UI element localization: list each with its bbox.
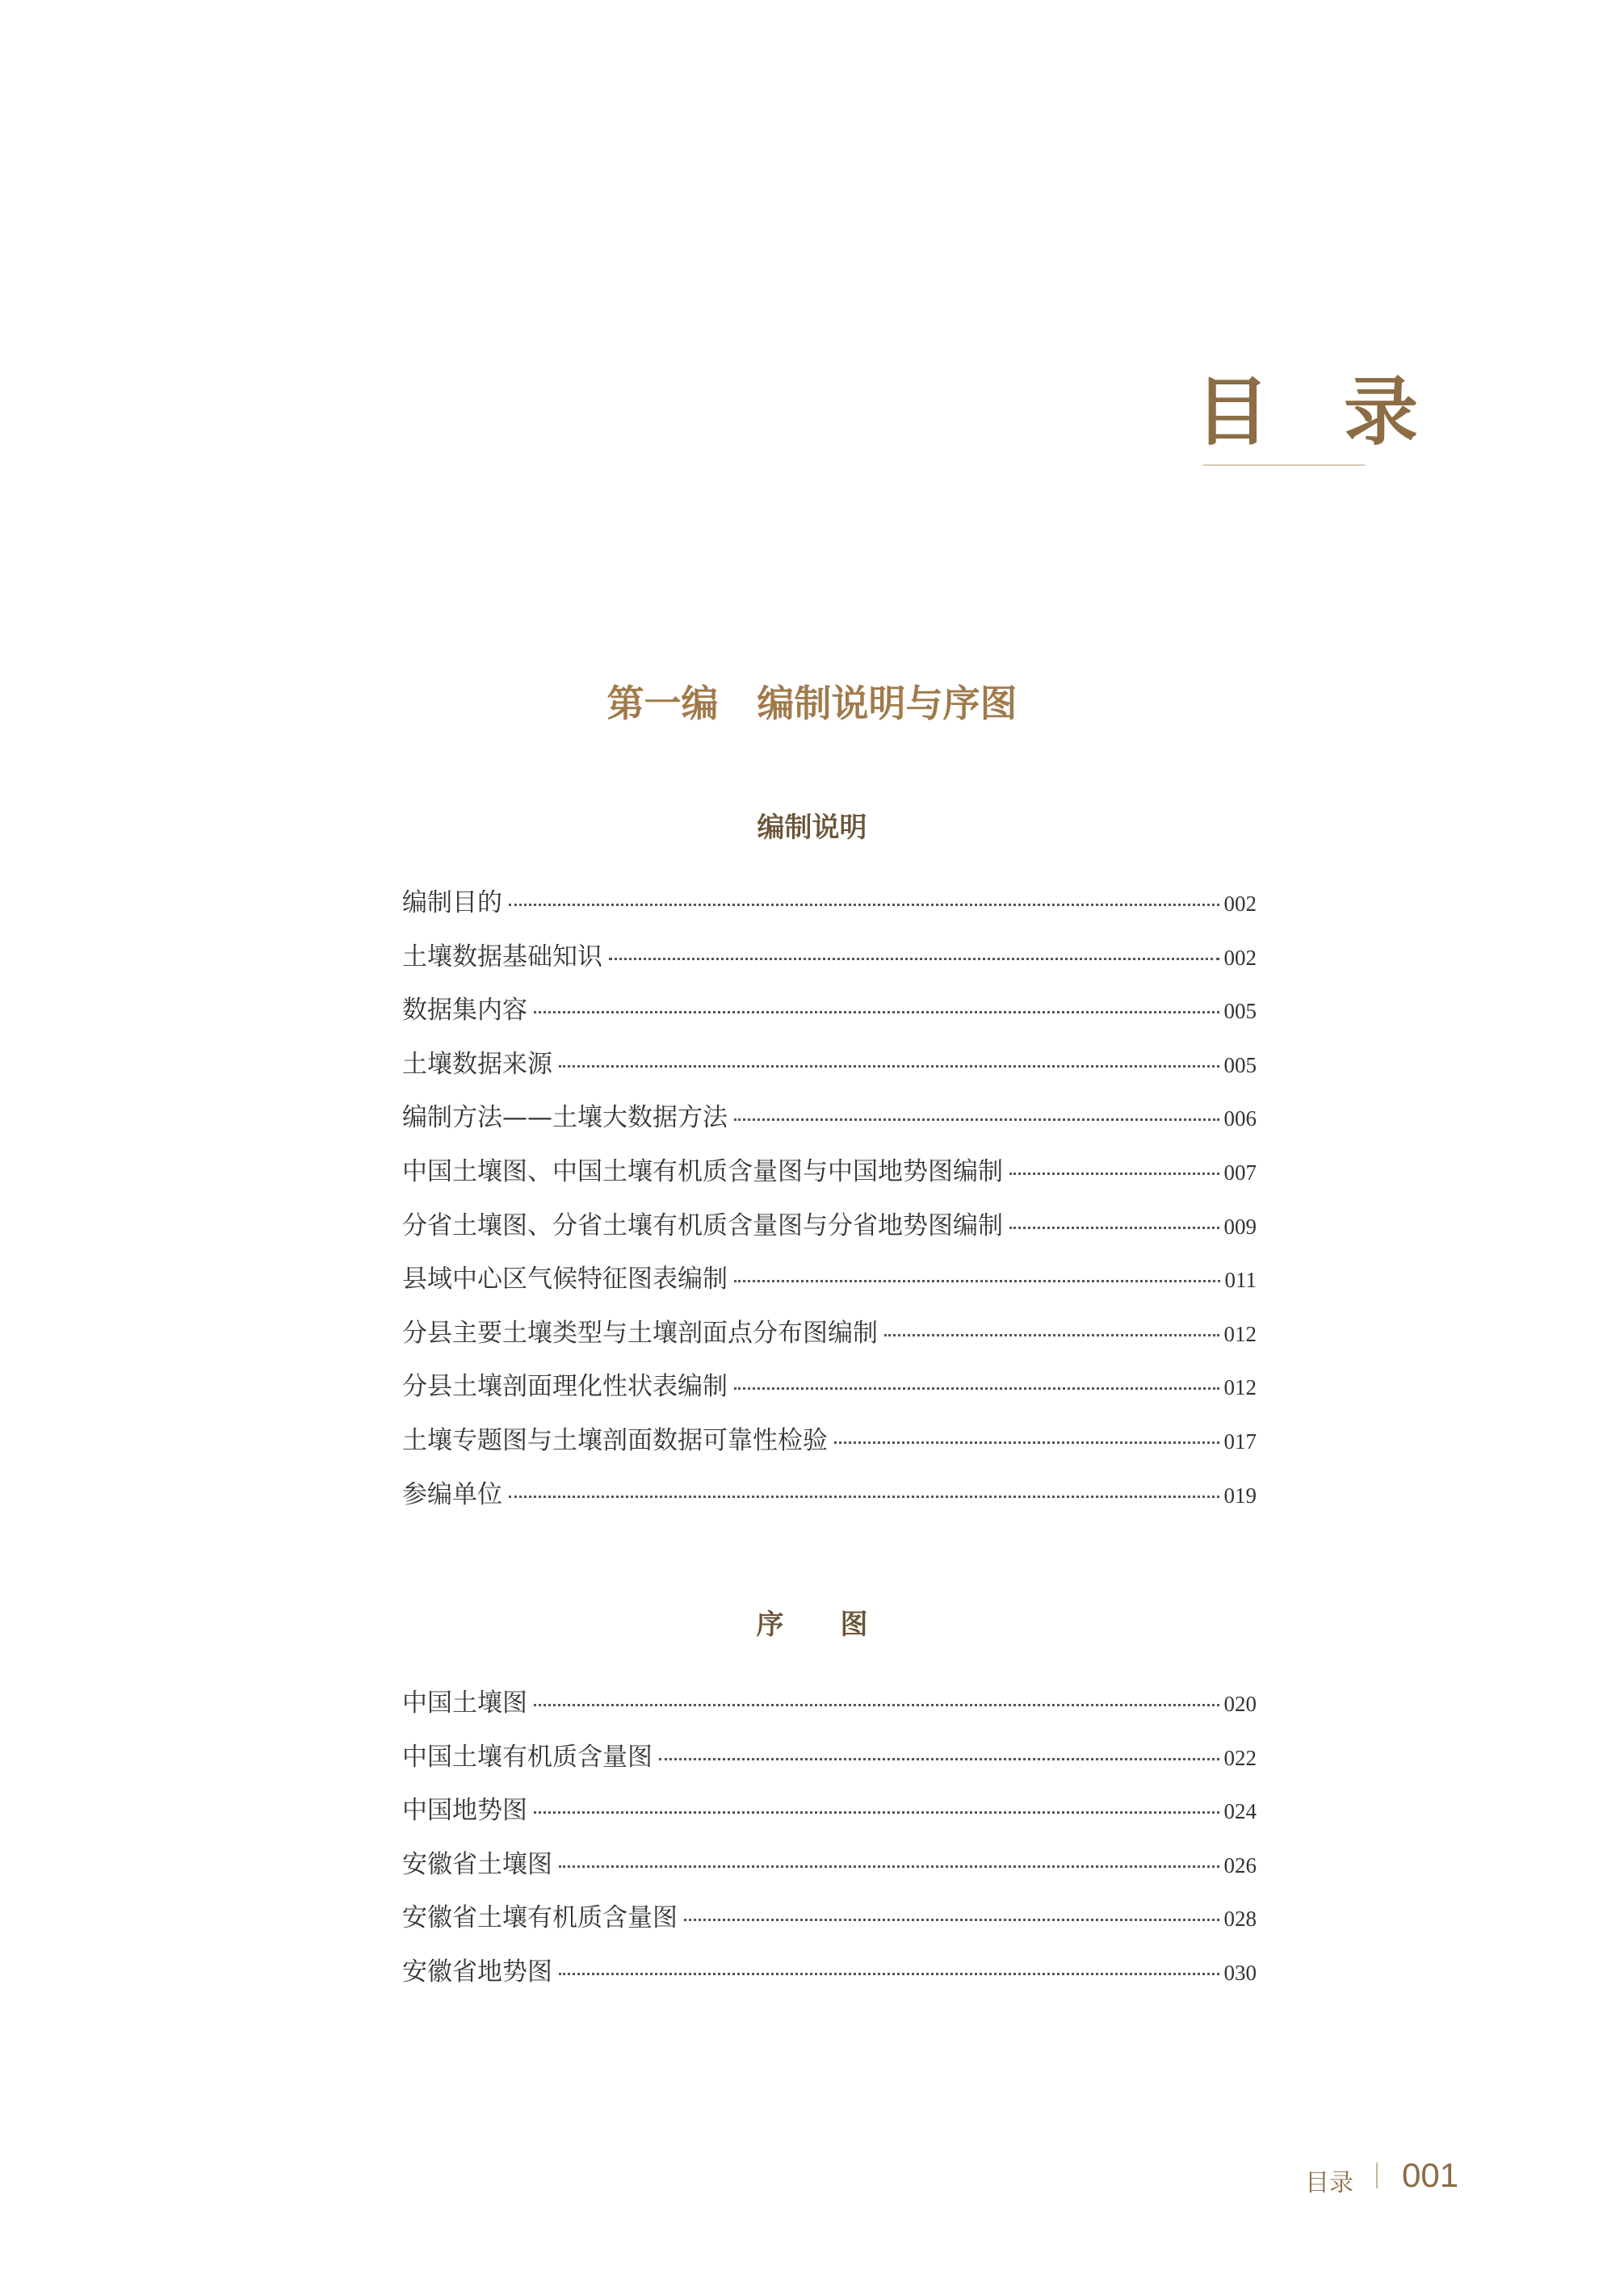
toc-dot-leader — [534, 1811, 1219, 1814]
toc-entry[interactable] — [402, 1789, 1257, 1844]
toc-entry-page-number: 017 — [1223, 1429, 1257, 1454]
toc-dot-leader — [509, 904, 1219, 906]
page-footer — [1292, 2156, 1459, 2197]
toc-entry[interactable] — [402, 1205, 1257, 1259]
toc-entry-title: 分省土壤图、分省土壤有机质含量图与分省地势图编制 — [402, 1210, 1003, 1240]
toc-entry-title: 安徽省土壤图 — [402, 1849, 552, 1879]
toc-entry[interactable] — [402, 936, 1257, 990]
toc-entry[interactable] — [402, 1097, 1257, 1151]
page-title: 目 录 — [1195, 369, 1443, 455]
toc-entry-title: 中国土壤有机质含量图 — [402, 1742, 653, 1772]
toc-entry[interactable] — [402, 989, 1257, 1043]
toc-entry[interactable] — [402, 1736, 1257, 1790]
toc-entry-title: 中国土壤图 — [402, 1689, 527, 1718]
toc-entry[interactable] — [402, 1682, 1257, 1736]
toc-dot-leader — [534, 1011, 1219, 1013]
toc-entry[interactable] — [402, 1043, 1257, 1097]
toc-dot-leader — [1009, 1227, 1219, 1229]
toc-entry-title: 县域中心区气候特征图表编制 — [402, 1265, 728, 1294]
toc-dot-leader — [559, 1865, 1219, 1868]
toc-dot-leader — [1009, 1173, 1219, 1175]
toc-dot-leader — [734, 1280, 1220, 1282]
toc-entry-page-number: 028 — [1223, 1907, 1257, 1932]
toc-entry[interactable] — [402, 1151, 1257, 1205]
toc-dot-leader — [659, 1758, 1219, 1760]
toc-entry[interactable] — [402, 1420, 1257, 1474]
toc-entry-page-number: 019 — [1223, 1483, 1257, 1508]
section-heading-compilation-notes: 编制说明 — [757, 812, 867, 844]
part-prefix: 第一编 — [606, 682, 719, 725]
toc-entry-title: 编制方法——土壤大数据方法 — [402, 1103, 728, 1133]
toc-dot-leader — [734, 1387, 1219, 1390]
toc-entry-page-number: 024 — [1223, 1799, 1257, 1824]
toc-dot-leader — [609, 958, 1219, 960]
toc-entry-page-number: 012 — [1223, 1375, 1257, 1400]
toc-entry-title: 数据集内容 — [402, 996, 527, 1026]
toc-list-compilation-notes — [402, 882, 1257, 1527]
footer-divider — [1376, 2163, 1378, 2188]
toc-dot-leader — [684, 1919, 1219, 1921]
toc-entry-page-number: 012 — [1223, 1321, 1257, 1346]
toc-entry-title: 土壤专题图与土壤剖面数据可靠性检验 — [402, 1425, 828, 1455]
toc-entry-page-number: 026 — [1223, 1852, 1257, 1878]
toc-dot-leader — [834, 1441, 1219, 1444]
toc-entry-page-number: 006 — [1223, 1106, 1257, 1131]
toc-entry-title: 土壤数据基础知识 — [402, 942, 602, 971]
toc-dot-leader — [534, 1704, 1219, 1706]
toc-entry-page-number: 011 — [1224, 1268, 1257, 1293]
toc-entry-title: 编制目的 — [402, 888, 502, 917]
toc-entry-page-number: 030 — [1223, 1960, 1257, 1985]
toc-entry-title: 安徽省地势图 — [402, 1957, 552, 1987]
toc-entry-title: 分县主要土壤类型与土壤剖面点分布图编制 — [402, 1318, 878, 1348]
toc-entry[interactable] — [402, 1474, 1257, 1528]
toc-dot-leader — [734, 1118, 1219, 1121]
part-title: 编制说明与序图 — [757, 682, 1018, 725]
toc-entry[interactable] — [402, 1258, 1257, 1312]
toc-entry-page-number: 002 — [1223, 892, 1257, 916]
toc-entry[interactable] — [402, 1897, 1257, 1951]
toc-dot-leader — [509, 1496, 1219, 1498]
toc-dot-leader — [884, 1334, 1219, 1336]
section-heading-preface-maps: 序图 — [756, 1609, 925, 1641]
toc-entry-title: 安徽省土壤有机质含量图 — [402, 1903, 678, 1933]
title-underline — [1203, 464, 1365, 466]
toc-entry-title: 分县土壤剖面理化性状表编制 — [402, 1372, 728, 1402]
footer-page-number: 001 — [1402, 2156, 1459, 2194]
toc-entry-title: 参编单位 — [402, 1479, 502, 1509]
toc-list-preface-maps — [402, 1682, 1257, 2005]
footer-section-label: 目录 — [1305, 2169, 1353, 2197]
toc-entry[interactable] — [402, 1312, 1257, 1366]
toc-entry[interactable] — [402, 1366, 1257, 1420]
toc-entry-page-number: 005 — [1223, 999, 1257, 1024]
toc-entry-page-number: 007 — [1223, 1160, 1257, 1185]
toc-dot-leader — [559, 1065, 1219, 1068]
toc-entry-page-number: 022 — [1223, 1745, 1257, 1770]
toc-entry-title: 中国土壤图、中国土壤有机质含量图与中国地势图编制 — [402, 1156, 1003, 1186]
toc-entry-title: 中国地势图 — [402, 1796, 527, 1826]
part-heading — [0, 682, 1624, 725]
toc-entry-page-number: 009 — [1223, 1214, 1257, 1239]
toc-entry-page-number: 005 — [1223, 1052, 1257, 1077]
toc-entry[interactable] — [402, 882, 1257, 936]
toc-entry-page-number: 002 — [1223, 945, 1257, 970]
toc-dot-leader — [559, 1973, 1219, 1975]
toc-entry-title: 土壤数据来源 — [402, 1049, 552, 1079]
toc-entry[interactable] — [402, 1844, 1257, 1898]
toc-entry-page-number: 020 — [1223, 1692, 1257, 1716]
toc-entry[interactable] — [402, 1951, 1257, 2005]
